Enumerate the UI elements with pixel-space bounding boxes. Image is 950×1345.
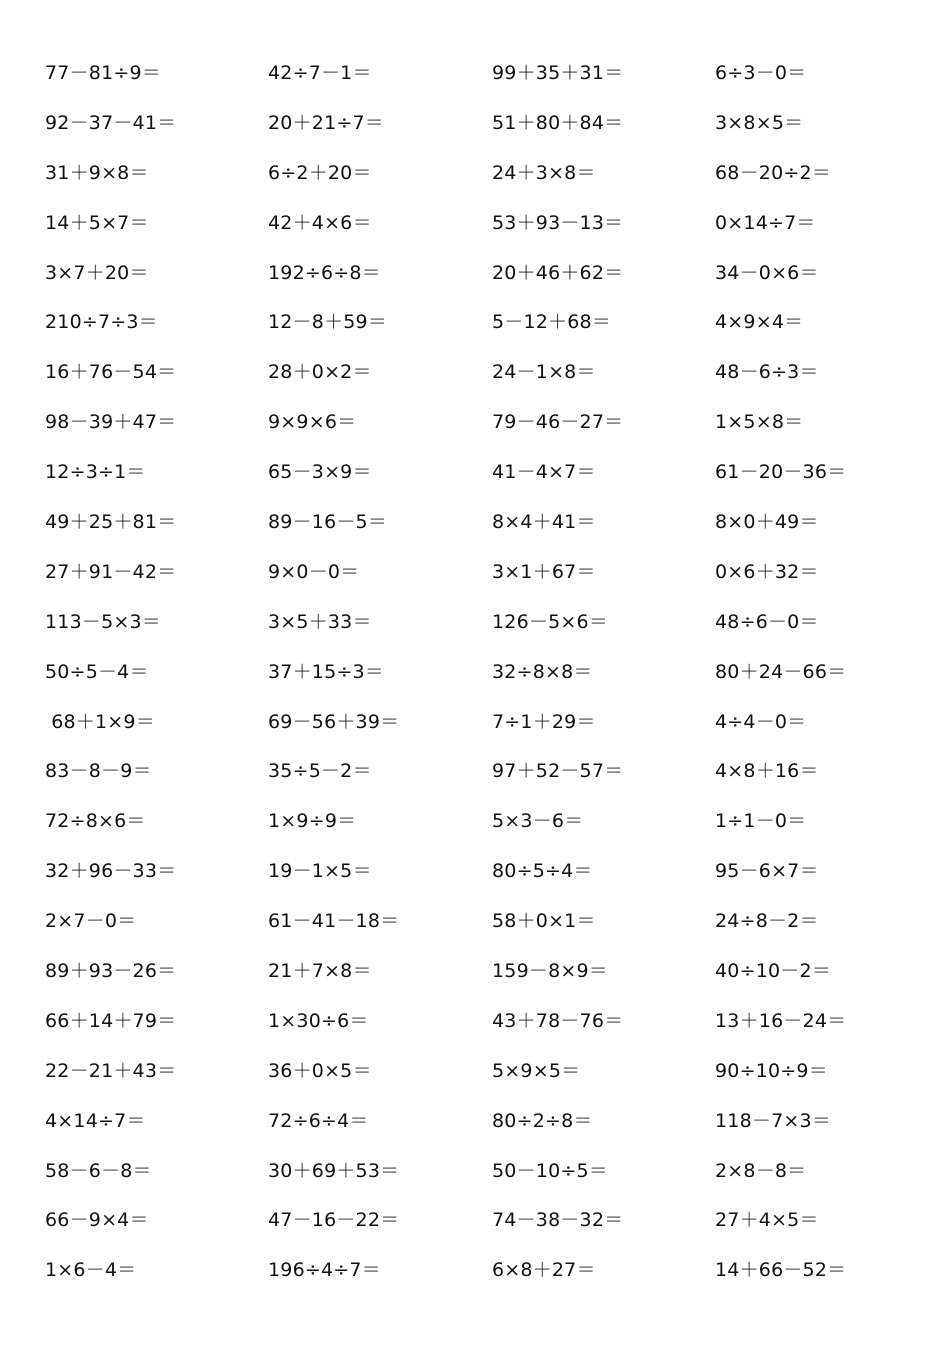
problem-row (0, 1195, 950, 1245)
math-problem: 30＋69＋53＝ (268, 1159, 400, 1182)
math-problem: 66－9×4＝ (45, 1209, 149, 1232)
math-problem: 21＋7×8＝ (268, 960, 372, 983)
math-problem: 113－5×3＝ (45, 610, 161, 633)
math-problem: 210÷7÷3＝ (45, 311, 158, 334)
math-problem: 97＋52－57＝ (492, 760, 624, 783)
math-problem: 32＋96－33＝ (45, 860, 177, 883)
problem-row (0, 347, 950, 397)
math-problem: 51＋80＋84＝ (492, 111, 624, 134)
math-problem: 27＋4×5＝ (715, 1209, 819, 1232)
math-problem: 41－4×7＝ (492, 461, 596, 484)
math-problem: 8×4＋41＝ (492, 511, 596, 534)
math-problem: 9×0－0＝ (268, 560, 360, 583)
problem-row (0, 148, 950, 198)
math-problem: 126－5×6＝ (492, 610, 608, 633)
math-problem: 40÷10－2＝ (715, 960, 831, 983)
math-problem: 66＋14＋79＝ (45, 1009, 177, 1032)
problem-row (0, 846, 950, 896)
math-problem: 7÷1＋29＝ (492, 710, 596, 733)
math-problem: 16＋76－54＝ (45, 361, 177, 384)
math-problem: 48－6÷3＝ (715, 361, 819, 384)
math-problem: 0×6＋32＝ (715, 560, 819, 583)
math-problem: 34－0×6＝ (715, 261, 819, 284)
math-problem: 35÷5－2＝ (268, 760, 372, 783)
problem-row (0, 946, 950, 996)
math-problem: 99＋35＋31＝ (492, 62, 624, 84)
math-problem: 196÷4÷7＝ (268, 1259, 381, 1282)
math-problem: 80＋24－66＝ (715, 660, 847, 683)
math-problem: 4×8＋16＝ (715, 760, 819, 783)
problem-row (0, 746, 950, 796)
math-problem: 68＋1×9＝ (45, 710, 155, 733)
math-problem: 13＋16－24＝ (715, 1009, 847, 1032)
problem-row (0, 248, 950, 298)
math-problem: 1×5×8＝ (715, 411, 804, 434)
math-problem: 42＋4×6＝ (268, 211, 372, 234)
math-problem: 90÷10÷9＝ (715, 1059, 828, 1082)
math-problem: 3×7＋20＝ (45, 261, 149, 284)
math-problem: 37＋15÷3＝ (268, 660, 384, 683)
problem-row (0, 647, 950, 697)
problem-row (0, 547, 950, 597)
math-problem: 68－20÷2＝ (715, 161, 831, 184)
math-problem: 6÷2＋20＝ (268, 161, 372, 184)
math-problem: 50－10÷5＝ (492, 1159, 608, 1182)
math-problem: 50÷5－4＝ (45, 660, 149, 683)
math-problem: 72÷6÷4＝ (268, 1109, 369, 1132)
problem-row (0, 1096, 950, 1146)
math-problem: 0×14÷7＝ (715, 211, 816, 234)
problem-row (0, 98, 950, 148)
math-problem: 19－1×5＝ (268, 860, 372, 883)
math-problem: 65－3×9＝ (268, 461, 372, 484)
problem-row (0, 397, 950, 447)
math-problem: 9×9×6＝ (268, 411, 357, 434)
math-problem: 118－7×3＝ (715, 1109, 831, 1132)
math-problem: 58－6－8＝ (45, 1159, 152, 1182)
problem-row (0, 996, 950, 1046)
math-problem: 80÷5÷4＝ (492, 860, 593, 883)
math-problem: 83－8－9＝ (45, 760, 152, 783)
math-problem: 43＋78－76＝ (492, 1009, 624, 1032)
problem-row (0, 447, 950, 497)
math-problem: 5×9×5＝ (492, 1059, 581, 1082)
math-problem: 69－56＋39＝ (268, 710, 400, 733)
math-problem: 42÷7－1＝ (268, 62, 372, 84)
math-problem: 31＋9×8＝ (45, 161, 149, 184)
problem-row (0, 796, 950, 846)
math-problem: 12÷3÷1＝ (45, 461, 146, 484)
math-problem: 6×8＋27＝ (492, 1259, 596, 1282)
math-problem: 159－8×9＝ (492, 960, 608, 983)
math-problem: 4×9×4＝ (715, 311, 804, 334)
math-problem: 2×7－0＝ (45, 910, 137, 933)
math-problem: 3×1＋67＝ (492, 560, 596, 583)
math-problem: 61－41－18＝ (268, 910, 400, 933)
math-problem: 36＋0×5＝ (268, 1059, 372, 1082)
math-problem: 92－37－41＝ (45, 111, 177, 134)
math-problem: 49＋25＋81＝ (45, 511, 177, 534)
math-problem: 1×30÷6＝ (268, 1009, 369, 1032)
math-problem: 3×8×5＝ (715, 111, 804, 134)
problem-row (0, 198, 950, 248)
math-problem: 4×14÷7＝ (45, 1109, 146, 1132)
math-problem: 5×3－6＝ (492, 810, 584, 833)
math-problem: 61－20－36＝ (715, 461, 847, 484)
math-problem: 1×9÷9＝ (268, 810, 357, 833)
problem-row (0, 48, 950, 98)
math-problem: 53＋93－13＝ (492, 211, 624, 234)
problem-row (0, 1046, 950, 1096)
math-problem: 12－8＋59＝ (268, 311, 388, 334)
math-problem: 6÷3－0＝ (715, 62, 807, 84)
problem-row (0, 297, 950, 347)
math-problem: 1÷1－0＝ (715, 810, 807, 833)
math-problem: 4÷4－0＝ (715, 710, 807, 733)
arithmetic-worksheet (0, 48, 950, 1295)
math-problem: 47－16－22＝ (268, 1209, 400, 1232)
math-problem: 80÷2÷8＝ (492, 1109, 593, 1132)
math-problem: 192÷6÷8＝ (268, 261, 381, 284)
problem-row (0, 1146, 950, 1196)
math-problem: 1×6－4＝ (45, 1259, 137, 1282)
math-problem: 72÷8×6＝ (45, 810, 146, 833)
problem-row (0, 497, 950, 547)
math-problem: 89＋93－26＝ (45, 960, 177, 983)
problem-row (0, 1245, 950, 1295)
math-problem: 24＋3×8＝ (492, 161, 596, 184)
math-problem: 3×5＋33＝ (268, 610, 372, 633)
math-problem: 89－16－5＝ (268, 511, 388, 534)
math-problem: 98－39＋47＝ (45, 411, 177, 434)
math-problem: 77－81÷9＝ (45, 62, 161, 84)
math-problem: 14＋5×7＝ (45, 211, 149, 234)
math-problem: 95－6×7＝ (715, 860, 819, 883)
math-problem: 20＋21÷7＝ (268, 111, 384, 134)
math-problem: 14＋66－52＝ (715, 1259, 847, 1282)
math-problem: 48÷6－0＝ (715, 610, 819, 633)
math-problem: 8×0＋49＝ (715, 511, 819, 534)
problem-row (0, 597, 950, 647)
math-problem: 24－1×8＝ (492, 361, 596, 384)
math-problem: 20＋46＋62＝ (492, 261, 624, 284)
math-problem: 79－46－27＝ (492, 411, 624, 434)
math-problem: 32÷8×8＝ (492, 660, 593, 683)
math-problem: 74－38－32＝ (492, 1209, 624, 1232)
problem-row (0, 896, 950, 946)
problem-row (0, 697, 950, 747)
math-problem: 5－12＋68＝ (492, 311, 612, 334)
math-problem: 22－21＋43＝ (45, 1059, 177, 1082)
math-problem: 58＋0×1＝ (492, 910, 596, 933)
math-problem: 2×8－8＝ (715, 1159, 807, 1182)
math-problem: 24÷8－2＝ (715, 910, 819, 933)
math-problem: 27＋91－42＝ (45, 560, 177, 583)
math-problem: 28＋0×2＝ (268, 361, 372, 384)
